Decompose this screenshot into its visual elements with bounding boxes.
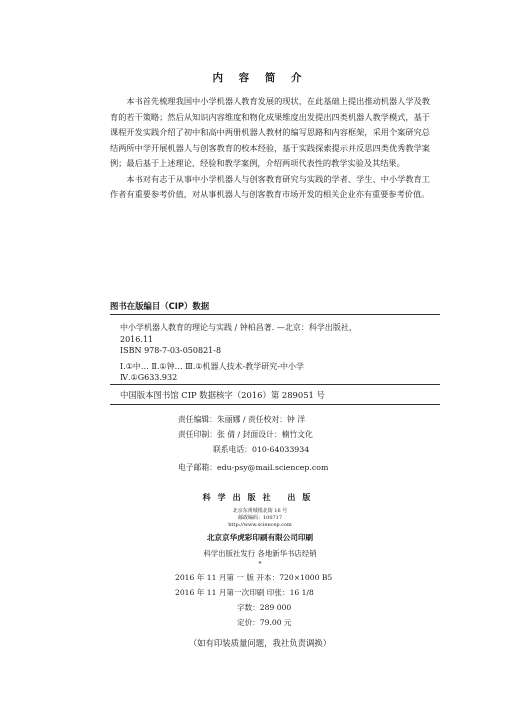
cip-top-rule bbox=[110, 314, 440, 315]
cip-bottom-rule bbox=[110, 404, 440, 405]
publisher-postcode: 邮政编码：100717 bbox=[237, 515, 283, 521]
publisher-address: 北京东黄城根北街 16 号 bbox=[232, 508, 288, 514]
edition-specs bbox=[175, 570, 332, 630]
word-count: 字数：289 000 bbox=[237, 603, 292, 612]
publisher-website: http://www.sciencep.com bbox=[228, 522, 292, 528]
publisher-block bbox=[0, 492, 520, 568]
page-title: 内 容 简 介 bbox=[212, 72, 308, 84]
summary-paragraph-1: 本书首先梳理我国中小学机器人教育发展的现状，在此基础上提出推动机器人学及教育的若干策略；然后从知识内容维度和物化成果维度出发提出四类机器人教学模式，基于课程开发实践介绍了初中和高中两册机器人教材的编写思路和内容框架，采用个案研究总结两所中学开展机器人与创客教育的校本经验，基于实践探索提示并反思四类优秀教学案例；最后基于上述理论、经验和教学案例，介绍两项代表性的教学实验及其结果。 bbox=[110, 96, 430, 168]
cip-core-number: 中国版本图书馆 CIP 数据核字（2016）第 289051 号 bbox=[120, 390, 325, 400]
separator-star: * bbox=[258, 561, 262, 568]
editors-line: 责任编辑：朱丽娜 / 责任校对：钟 洋 bbox=[178, 415, 306, 424]
cip-data-block bbox=[120, 322, 440, 384]
cip-heading: 图书在版编目（CIP）数据 bbox=[110, 301, 210, 311]
printing-line: 2016 年 11 月第一次印刷 印张：16 1/8 bbox=[175, 588, 314, 597]
distributor-line: 科学出版社发行 各地新华书店经销 bbox=[203, 549, 317, 558]
cip-line-isbn: ISBN 978-7-03-050821-8 bbox=[120, 346, 222, 355]
email-line: 电子邮箱：edu-psy@mail.sciencep.com bbox=[178, 463, 329, 472]
cip-line-class: Ⅳ.①G633.932 bbox=[120, 373, 178, 382]
cip-mid-rule bbox=[110, 384, 440, 385]
summary-paragraph-2: 本书对有志于从事中小学机器人与创客教育研究与实践的学者、学生、中小学教育工作者有重要参考价值，对从事机器人与创客教育市场开发的相关企业亦有重要参考价值。 bbox=[110, 173, 430, 199]
cip-line-subject: Ⅰ.①中… Ⅱ.①钟… Ⅲ.①机器人技术-教学研究-中小学 bbox=[120, 361, 304, 371]
print-design-line: 责任印制：张 倩 / 封面设计：楠竹文化 bbox=[178, 430, 313, 439]
publisher-name: 科学出版社 出版 bbox=[202, 492, 318, 502]
cip-line-year: 2016.11 bbox=[120, 334, 154, 344]
summary-section bbox=[110, 94, 430, 203]
phone-line: 联系电话：010-64033934 bbox=[213, 445, 310, 454]
cip-line-title: 中小学机器人教育的理论与实践 / 钟柏昌著. —北京：科学出版社， bbox=[120, 323, 357, 332]
printer-name: 北京京华虎彩印刷有限公司印刷 bbox=[206, 533, 314, 542]
quality-notice: （如有印装质量问题，我社负责调换） bbox=[188, 638, 332, 648]
price-line: 定价：79.00 元 bbox=[237, 618, 292, 627]
edition-line: 2016 年 11 月第 一 版 开本：720×1000 B5 bbox=[175, 573, 333, 582]
